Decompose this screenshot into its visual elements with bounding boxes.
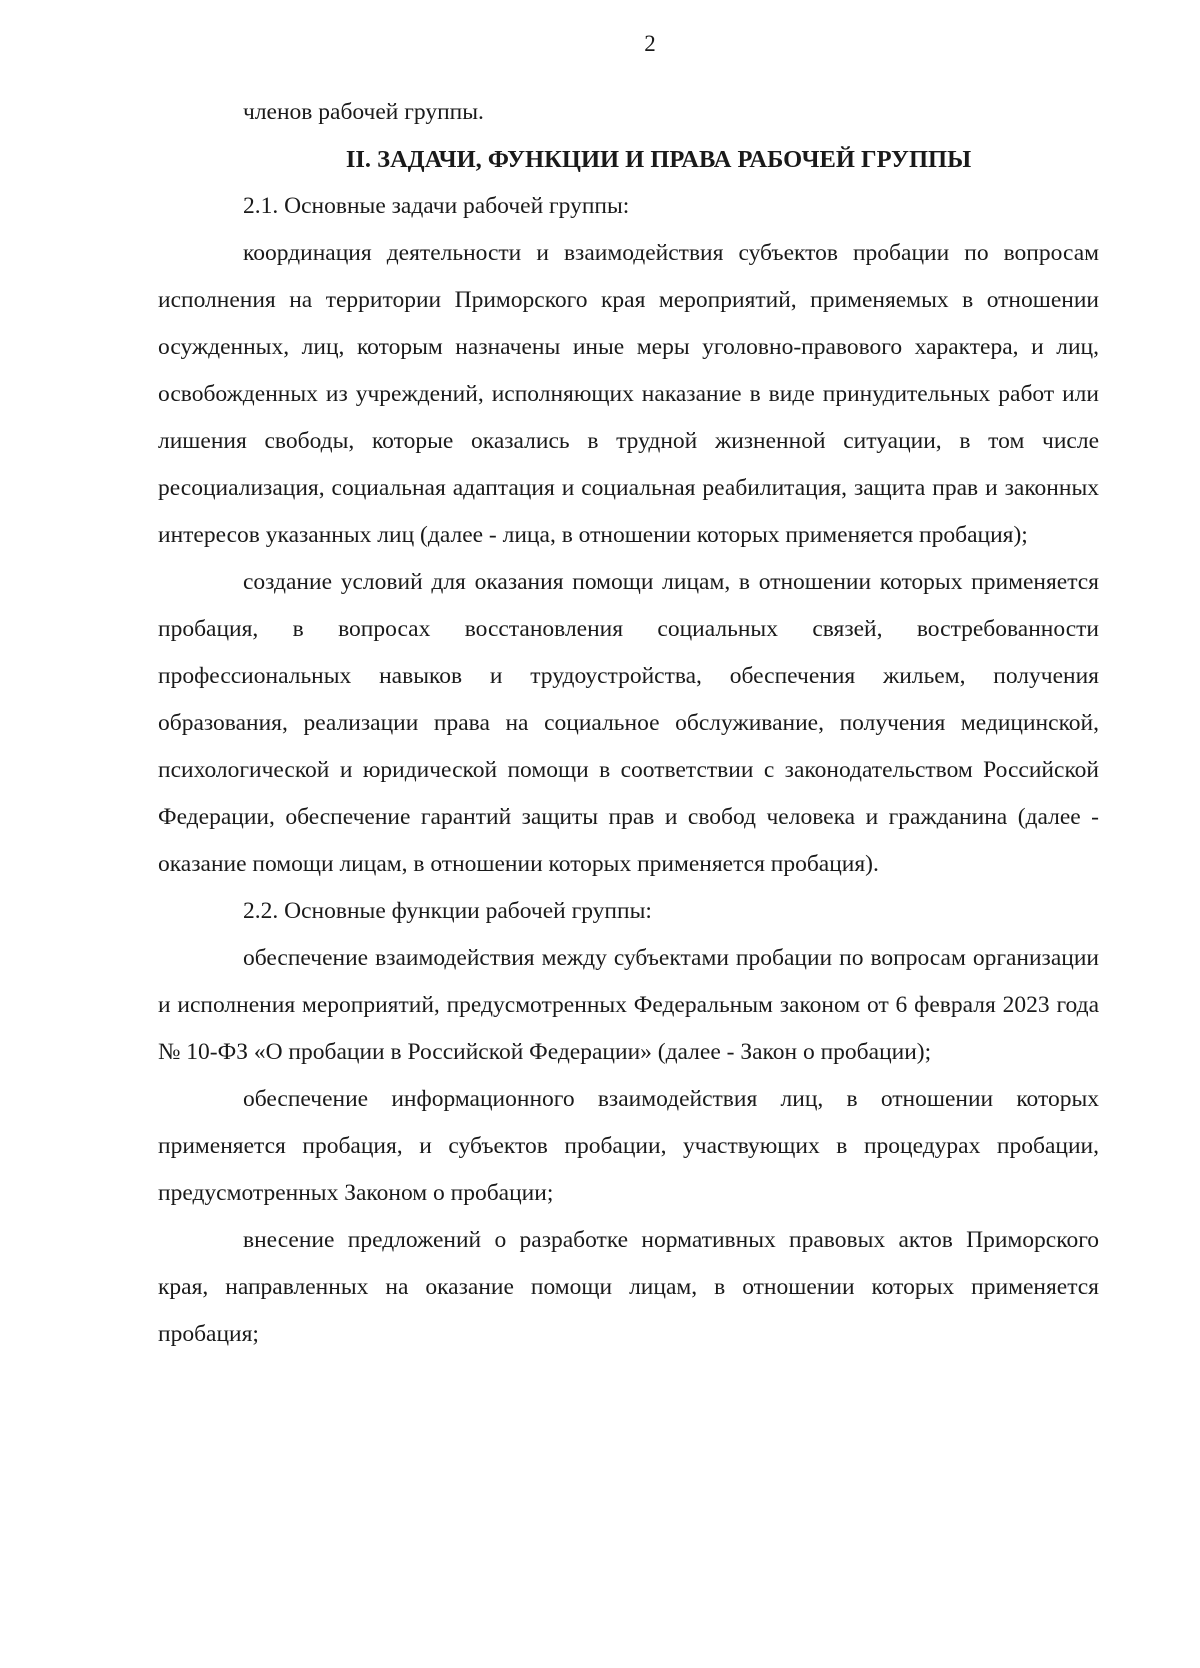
clause-2-2-title: 2.2. Основные функции рабочей группы: xyxy=(243,898,652,924)
section-heading: II. ЗАДАЧИ, ФУНКЦИИ И ПРАВА РАБОЧЕЙ ГРУППЫ xyxy=(345,146,972,173)
clause-2-2-paragraph-1: обеспечение взаимодействия между субъектами пробации по вопросам организации и исполнения мероприятий, предусмотренных Федеральным законом от 6 февраля 2023 года № 10-ФЗ «О пробации в Российской Федерации» (далее - Закон о пробации); xyxy=(158,945,1099,1065)
continuation-text: членов рабочей группы. xyxy=(243,99,484,125)
clause-2-1-paragraph-1: координация деятельности и взаимодействия субъектов пробации по вопросам исполнения на территории Приморского края мероприятий, применяемых в отношении осужденных, лиц, которым назначены иные меры уголовно-правового характера, и лиц, освобожденных из учреждений, исполняющих наказание в виде принудительных работ или лишения свободы, которые оказались в трудной жизненной ситуации, в том числе ресоциализация, социальная адаптация и социальная реабилитация, защита прав и законных интересов указанных лиц (далее - лица, в отношении которых применяется пробация); xyxy=(158,240,1099,548)
clause-2-2-paragraph-3: внесение предложений о разработке нормативных правовых актов Приморского края, направленных на оказание помощи лицам, в отношении которых применяется пробация; xyxy=(158,1227,1099,1347)
clause-2-1-title: 2.1. Основные задачи рабочей группы: xyxy=(243,193,630,219)
clause-2-1-paragraph-2: создание условий для оказания помощи лицам, в отношении которых применяется пробация, в вопросах восстановления социальных связей, востребованности профессиональных навыков и трудоустройства, обеспечения жильем, получения образования, реализации права на социальное обслуживание, получения медицинской, психологической и юридической помощи в соответствии с законодательством Российской Федерации, обеспечение гарантий защиты прав и свобод человека и гражданина (далее - оказание помощи лицам, в отношении которых применяется пробация). xyxy=(158,569,1099,877)
page-number: 2 xyxy=(644,31,656,56)
document-body xyxy=(158,88,1099,1358)
clause-2-2-paragraph-2: обеспечение информационного взаимодействия лиц, в отношении которых применяется пробация, и субъектов пробации, участвующих в процедурах пробации, предусмотренных Законом о пробации; xyxy=(158,1086,1099,1206)
